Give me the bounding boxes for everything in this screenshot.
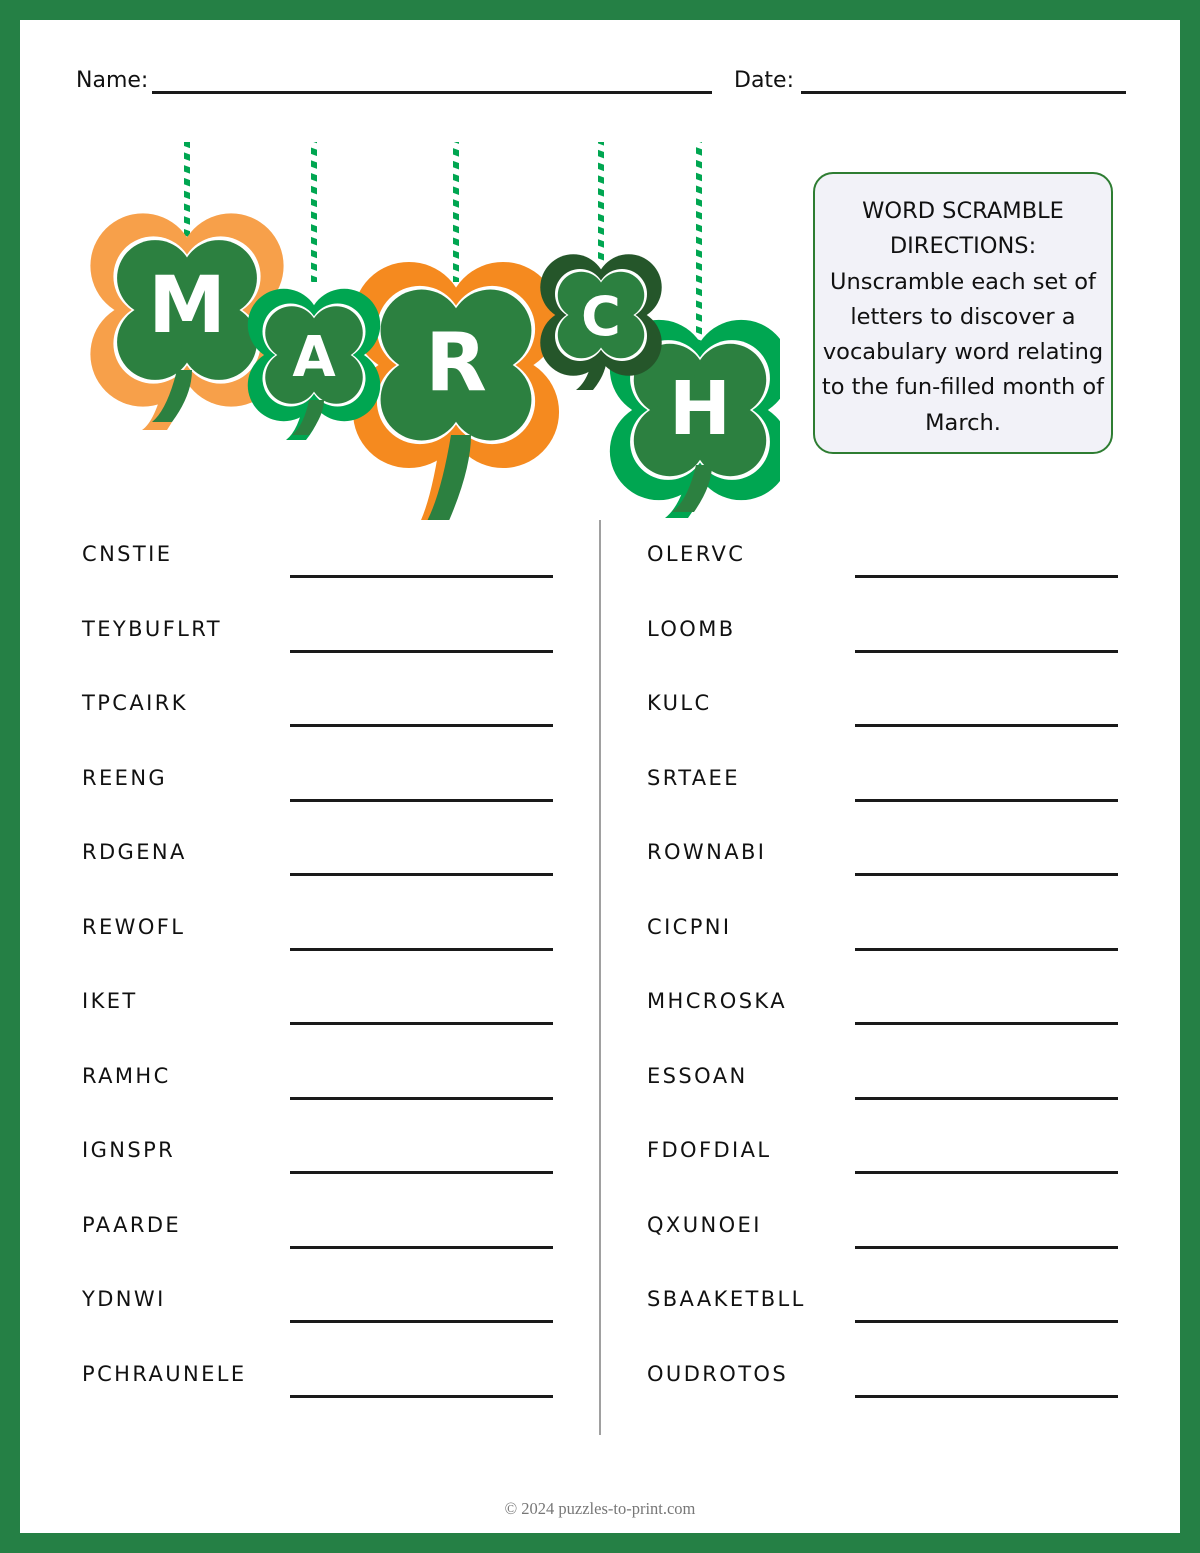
- scrambled-word: REENG: [82, 766, 168, 790]
- answer-line[interactable]: [290, 799, 553, 802]
- scrambled-word: RDGENA: [82, 840, 187, 864]
- svg-text:M: M: [148, 261, 226, 351]
- string-r: [453, 142, 459, 282]
- name-label: Name:: [76, 68, 149, 93]
- answer-line[interactable]: [855, 948, 1118, 951]
- scrambled-word: IKET: [82, 989, 138, 1013]
- scrambled-word: CICPNI: [647, 915, 732, 939]
- answer-line[interactable]: [855, 1171, 1118, 1174]
- scrambled-word: IGNSPR: [82, 1138, 176, 1162]
- scrambled-word: OLERVC: [647, 542, 746, 566]
- scrambled-word: MHCROSKA: [647, 989, 787, 1013]
- svg-text:C: C: [581, 285, 621, 348]
- worksheet-page: [20, 20, 1180, 1533]
- directions-text: Unscramble each set of letters to discover a vocabulary word relating to the fun-filled month of March.: [821, 268, 1105, 436]
- scrambled-word: ROWNABI: [647, 840, 767, 864]
- scrambled-word: PCHRAUNELE: [82, 1362, 247, 1386]
- answer-line[interactable]: [290, 650, 553, 653]
- scrambled-word: SBAAKETBLL: [647, 1287, 806, 1311]
- answer-line[interactable]: [855, 575, 1118, 578]
- scrambled-word: KULC: [647, 691, 712, 715]
- svg-text:R: R: [425, 316, 487, 409]
- scrambled-word: YDNWI: [82, 1287, 166, 1311]
- column-divider: [599, 520, 601, 1435]
- directions-box: [813, 172, 1113, 454]
- name-field[interactable]: [152, 91, 712, 94]
- string-a: [311, 142, 317, 282]
- answer-line[interactable]: [855, 1022, 1118, 1025]
- answer-line[interactable]: [290, 1246, 553, 1249]
- answer-line[interactable]: [855, 724, 1118, 727]
- svg-text:H: H: [669, 366, 731, 452]
- answer-line[interactable]: [855, 650, 1118, 653]
- answer-line[interactable]: [855, 1320, 1118, 1323]
- march-shamrock-banner: [60, 120, 780, 520]
- directions-title: WORD SCRAMBLE DIRECTIONS:: [862, 198, 1064, 260]
- answer-line[interactable]: [290, 724, 553, 727]
- answer-line[interactable]: [290, 1022, 553, 1025]
- scrambled-word: RAMHC: [82, 1064, 171, 1088]
- answer-line[interactable]: [290, 1320, 553, 1323]
- scrambled-word: FDOFDIAL: [647, 1138, 772, 1162]
- scrambled-word: TPCAIRK: [82, 691, 188, 715]
- scrambled-word: TEYBUFLRT: [82, 617, 222, 641]
- answer-line[interactable]: [290, 1395, 553, 1398]
- date-label: Date:: [734, 68, 794, 93]
- scrambled-word: QXUNOEI: [647, 1213, 762, 1237]
- answer-line[interactable]: [855, 1246, 1118, 1249]
- answer-line[interactable]: [290, 948, 553, 951]
- scrambled-word: LOOMB: [647, 617, 736, 641]
- answer-line[interactable]: [855, 799, 1118, 802]
- scrambled-word: ESSOAN: [647, 1064, 748, 1088]
- answer-line[interactable]: [290, 1097, 553, 1100]
- scrambled-word: CNSTIE: [82, 542, 173, 566]
- scrambled-word: REWOFL: [82, 915, 186, 939]
- answer-line[interactable]: [855, 873, 1118, 876]
- string-m: [184, 142, 190, 242]
- string-h: [696, 142, 702, 342]
- scrambled-word: PAARDE: [82, 1213, 182, 1237]
- answer-line[interactable]: [855, 1395, 1118, 1398]
- scrambled-word: OUDROTOS: [647, 1362, 789, 1386]
- date-field[interactable]: [801, 91, 1126, 94]
- scrambled-word: SRTAEE: [647, 766, 740, 790]
- answer-line[interactable]: [290, 873, 553, 876]
- copyright-footer: © 2024 puzzles-to-print.com: [504, 1499, 696, 1518]
- svg-text:A: A: [292, 325, 336, 390]
- string-c: [598, 142, 604, 262]
- answer-line[interactable]: [290, 575, 553, 578]
- answer-line[interactable]: [290, 1171, 553, 1174]
- answer-line[interactable]: [855, 1097, 1118, 1100]
